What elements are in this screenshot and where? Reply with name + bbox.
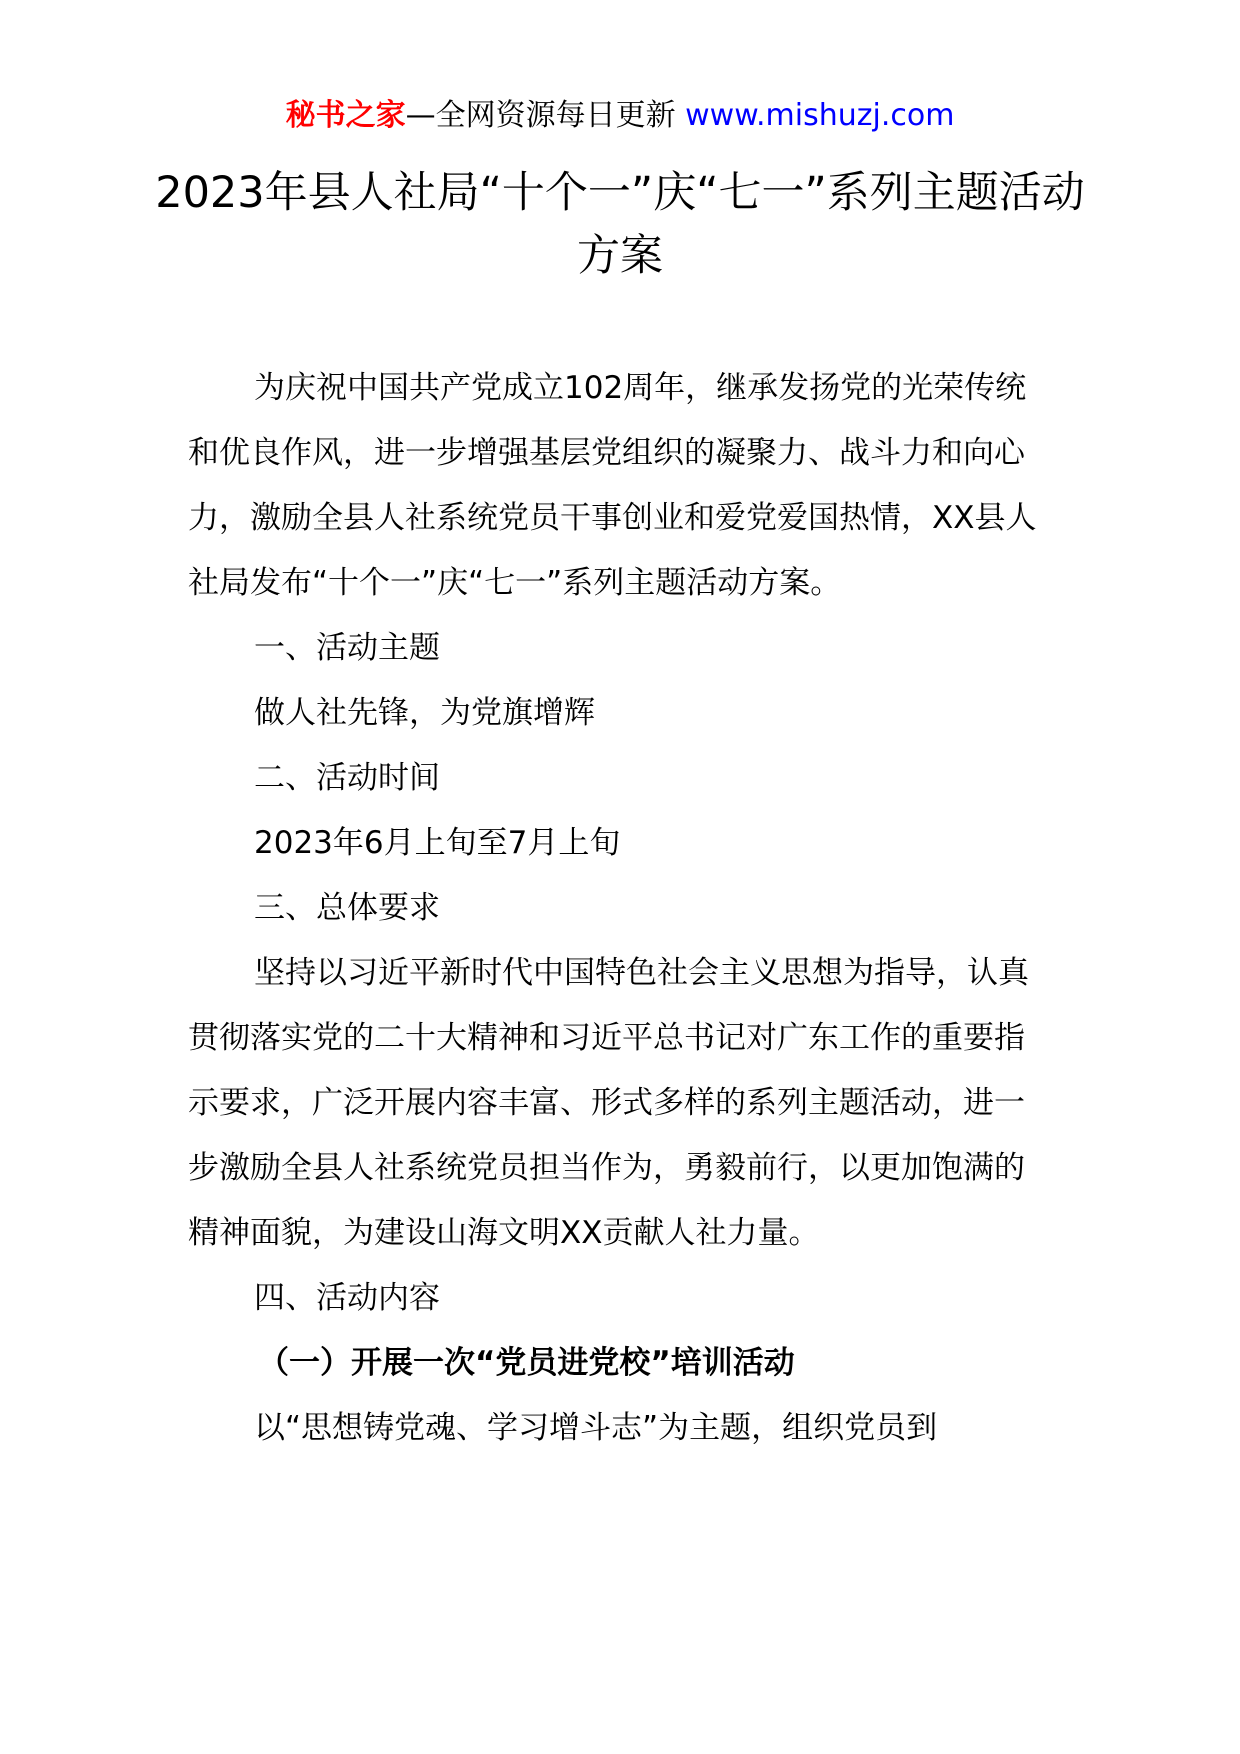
section-heading-time: 二、活动时间	[254, 760, 440, 796]
intro-paragraph: 为庆祝中国共产党成立102周年，继承发扬党的光荣传统和优良作风，进一步增强基层党组织的凝聚力、战斗力和向心力，激励全县人社系统党员干事创业和爱党爱国热情，XX县人社局发布“十个一”庆“七一”系列主题活动方案。	[188, 370, 1037, 601]
time-text: 2023年6月上旬至7月上旬	[254, 825, 621, 861]
subsection-heading-item1: （一）开展一次“党员进党校”培训活动	[258, 1345, 795, 1381]
theme-text: 做人社先锋，为党旗增辉	[254, 695, 595, 731]
brand-name: 秘书之家	[285, 98, 406, 133]
requirements-paragraph: 坚持以习近平新时代中国特色社会主义思想为指导，认真贯彻落实党的二十大精神和习近平总书记对广东工作的重要指示要求，广泛开展内容丰富、形式多样的系列主题活动，进一步激励全县人社系统党员担当作为，勇毅前行，以更加饱满的精神面貌，为建设山海文明XX贡献人社力量。	[188, 955, 1029, 1251]
document-title: 2023年县人社局“十个一”庆“七一”系列主题活动方案	[155, 168, 1085, 281]
section-heading-content: 四、活动内容	[254, 1280, 440, 1316]
item1-paragraph: 以“思想铸党魂、学习增斗志”为主题，组织党员到	[254, 1410, 938, 1446]
section-heading-requirements: 三、总体要求	[254, 890, 440, 926]
header-tagline: —全网资源每日更新	[405, 98, 686, 133]
site-header	[0, 96, 1240, 136]
document-body	[188, 356, 1054, 1461]
section-heading-theme: 一、活动主题	[254, 630, 440, 666]
site-url-link[interactable]: www.mishuzj.com	[685, 98, 955, 133]
